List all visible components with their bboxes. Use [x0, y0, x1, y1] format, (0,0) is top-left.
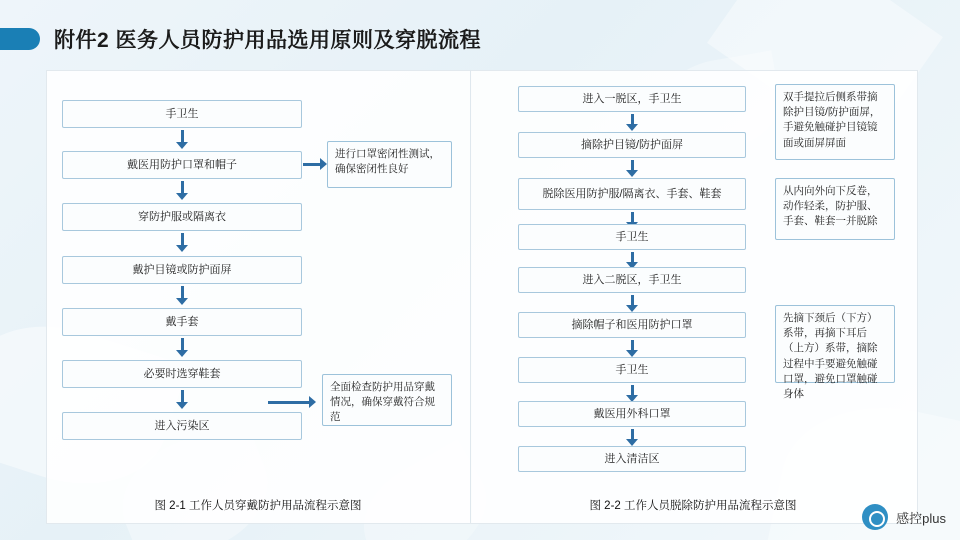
- right-arrow-8: [626, 429, 638, 446]
- left-note-2: 全面检查防护用品穿戴情况，确保穿戴符合规范: [322, 374, 452, 426]
- right-flow-caption: 图 2-2 工作人员脱除防护用品流程示意图: [589, 500, 797, 512]
- left-step-1: 手卫生: [62, 100, 302, 128]
- right-note-1: 双手提拉后侧系带摘除护目镜/防护面屏，手避免触碰护目镜镜面或面屏屏面: [775, 84, 895, 160]
- right-step-4: 手卫生: [518, 224, 746, 250]
- left-flow-panel: [46, 70, 472, 524]
- left-arrow-3: [176, 233, 188, 252]
- left-step-4: 戴护目镜或防护面屏: [62, 256, 302, 284]
- brand-logo-icon: [862, 504, 888, 530]
- left-step-6: 必要时选穿鞋套: [62, 360, 302, 388]
- left-step-5: 戴手套: [62, 308, 302, 336]
- right-note-3: 先摘下颈后（下方）系带，再摘下耳后（上方）系带，摘除过程中手要避免触碰口罩，避免口罩触碰身体: [775, 305, 895, 383]
- right-arrow-6: [626, 340, 638, 357]
- right-step-8: 戴医用外科口罩: [518, 401, 746, 427]
- left-flow-caption: 图 2-1 工作人员穿戴防护用品流程示意图: [154, 500, 362, 512]
- right-note-2: 从内向外向下反卷，动作轻柔，防护服、手套、鞋套一并脱除: [775, 178, 895, 240]
- left-arrow-5: [176, 338, 188, 357]
- watermark: [862, 504, 946, 530]
- left-arrow-1: [176, 130, 188, 149]
- left-step-2: 戴医用防护口罩和帽子: [62, 151, 302, 179]
- right-step-9: 进入清洁区: [518, 446, 746, 472]
- right-step-7: 手卫生: [518, 357, 746, 383]
- page-header: [0, 18, 481, 60]
- right-step-2: 摘除护目镜/防护面屏: [518, 132, 746, 158]
- watermark-label: 感控plus: [896, 510, 946, 526]
- left-note-1: 进行口罩密闭性测试，确保密闭性良好: [327, 141, 452, 188]
- right-step-1: 进入一脱区，手卫生: [518, 86, 746, 112]
- panel-divider: [470, 70, 471, 522]
- right-arrow-5: [626, 295, 638, 312]
- left-step-3: 穿防护服或隔离衣: [62, 203, 302, 231]
- left-note-arrow-2: [268, 396, 316, 408]
- header-accent-bar: [0, 28, 40, 50]
- right-arrow-1: [626, 114, 638, 131]
- right-step-6: 摘除帽子和医用防护口罩: [518, 312, 746, 338]
- left-note-arrow-1: [303, 158, 327, 170]
- right-arrow-2: [626, 160, 638, 177]
- left-arrow-2: [176, 181, 188, 200]
- right-step-5: 进入二脱区，手卫生: [518, 267, 746, 293]
- right-arrow-7: [626, 385, 638, 402]
- left-arrow-4: [176, 286, 188, 305]
- left-step-7: 进入污染区: [62, 412, 302, 440]
- left-arrow-6: [176, 390, 188, 409]
- page-title: 附件2 医务人员防护用品选用原则及穿脱流程: [54, 29, 482, 52]
- right-step-3: 脱除医用防护服/隔离衣、手套、鞋套: [518, 178, 746, 210]
